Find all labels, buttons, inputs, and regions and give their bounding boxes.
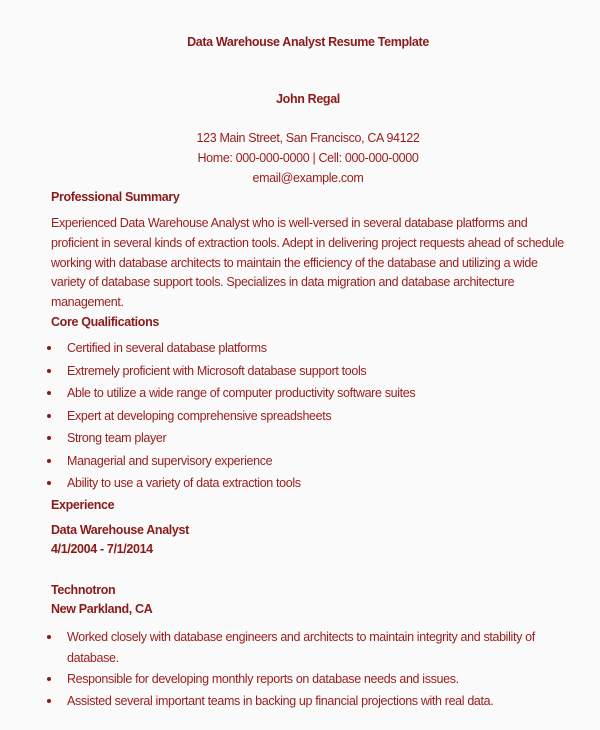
- qualification-item: Managerial and supervisory experience: [67, 453, 273, 468]
- summary-line: proficient in several kinds of extraction tools. Adept in delivering project requests ahead of schedule: [51, 235, 564, 250]
- email: email@example.com: [252, 171, 364, 185]
- qualifications-heading: Core Qualifications: [51, 315, 159, 329]
- bullet-icon: [47, 346, 51, 350]
- bullet-icon: [47, 436, 51, 440]
- summary-heading: Professional Summary: [51, 190, 180, 204]
- company-location: New Parkland, CA: [51, 602, 153, 616]
- bullet-icon: [47, 369, 51, 373]
- experience-bullet: Assisted several important teams in backing up financial projections with real data.: [67, 694, 494, 708]
- phone-numbers: Home: 000-000-0000 | Cell: 000-000-0000: [197, 151, 419, 165]
- qualification-item: Expert at developing comprehensive spreadsheets: [67, 408, 332, 423]
- summary-line: management.: [51, 295, 124, 310]
- bullet-icon: [47, 635, 51, 639]
- summary-line: working with database architects to maintain the efficiency of the database and utilizing a wide: [51, 255, 538, 270]
- company-name: Technotron: [51, 583, 116, 597]
- candidate-name: John Regal: [276, 92, 340, 106]
- job-dates: 4/1/2004 - 7/1/2014: [51, 542, 153, 556]
- bullet-icon: [47, 414, 51, 418]
- experience-bullet: database.: [67, 651, 119, 665]
- bullet-icon: [47, 677, 51, 681]
- qualification-item: Ability to use a variety of data extraction tools: [67, 476, 301, 490]
- bullet-icon: [47, 391, 51, 395]
- summary-line: variety of database support tools. Specializes in data migration and database architecture: [51, 275, 515, 290]
- job-title: Data Warehouse Analyst: [51, 523, 189, 537]
- address: 123 Main Street, San Francisco, CA 94122: [196, 131, 420, 145]
- document-title: Data Warehouse Analyst Resume Template: [187, 35, 429, 49]
- bullet-icon: [47, 699, 51, 703]
- experience-heading: Experience: [51, 498, 115, 512]
- qualification-item: Certified in several database platforms: [67, 341, 267, 355]
- summary-line: Experienced Data Warehouse Analyst who is well-versed in several database platforms and: [51, 216, 528, 230]
- qualification-item: Able to utilize a wide range of computer productivity software suites: [67, 386, 416, 400]
- qualification-item: Extremely proficient with Microsoft database support tools: [67, 363, 367, 378]
- bullet-icon: [47, 459, 51, 463]
- qualification-item: Strong team player: [67, 431, 167, 445]
- experience-bullet: Worked closely with database engineers and architects to maintain integrity and stability of: [67, 630, 535, 644]
- bullet-icon: [47, 481, 51, 485]
- experience-bullet: Responsible for developing monthly reports on database needs and issues.: [67, 672, 459, 686]
